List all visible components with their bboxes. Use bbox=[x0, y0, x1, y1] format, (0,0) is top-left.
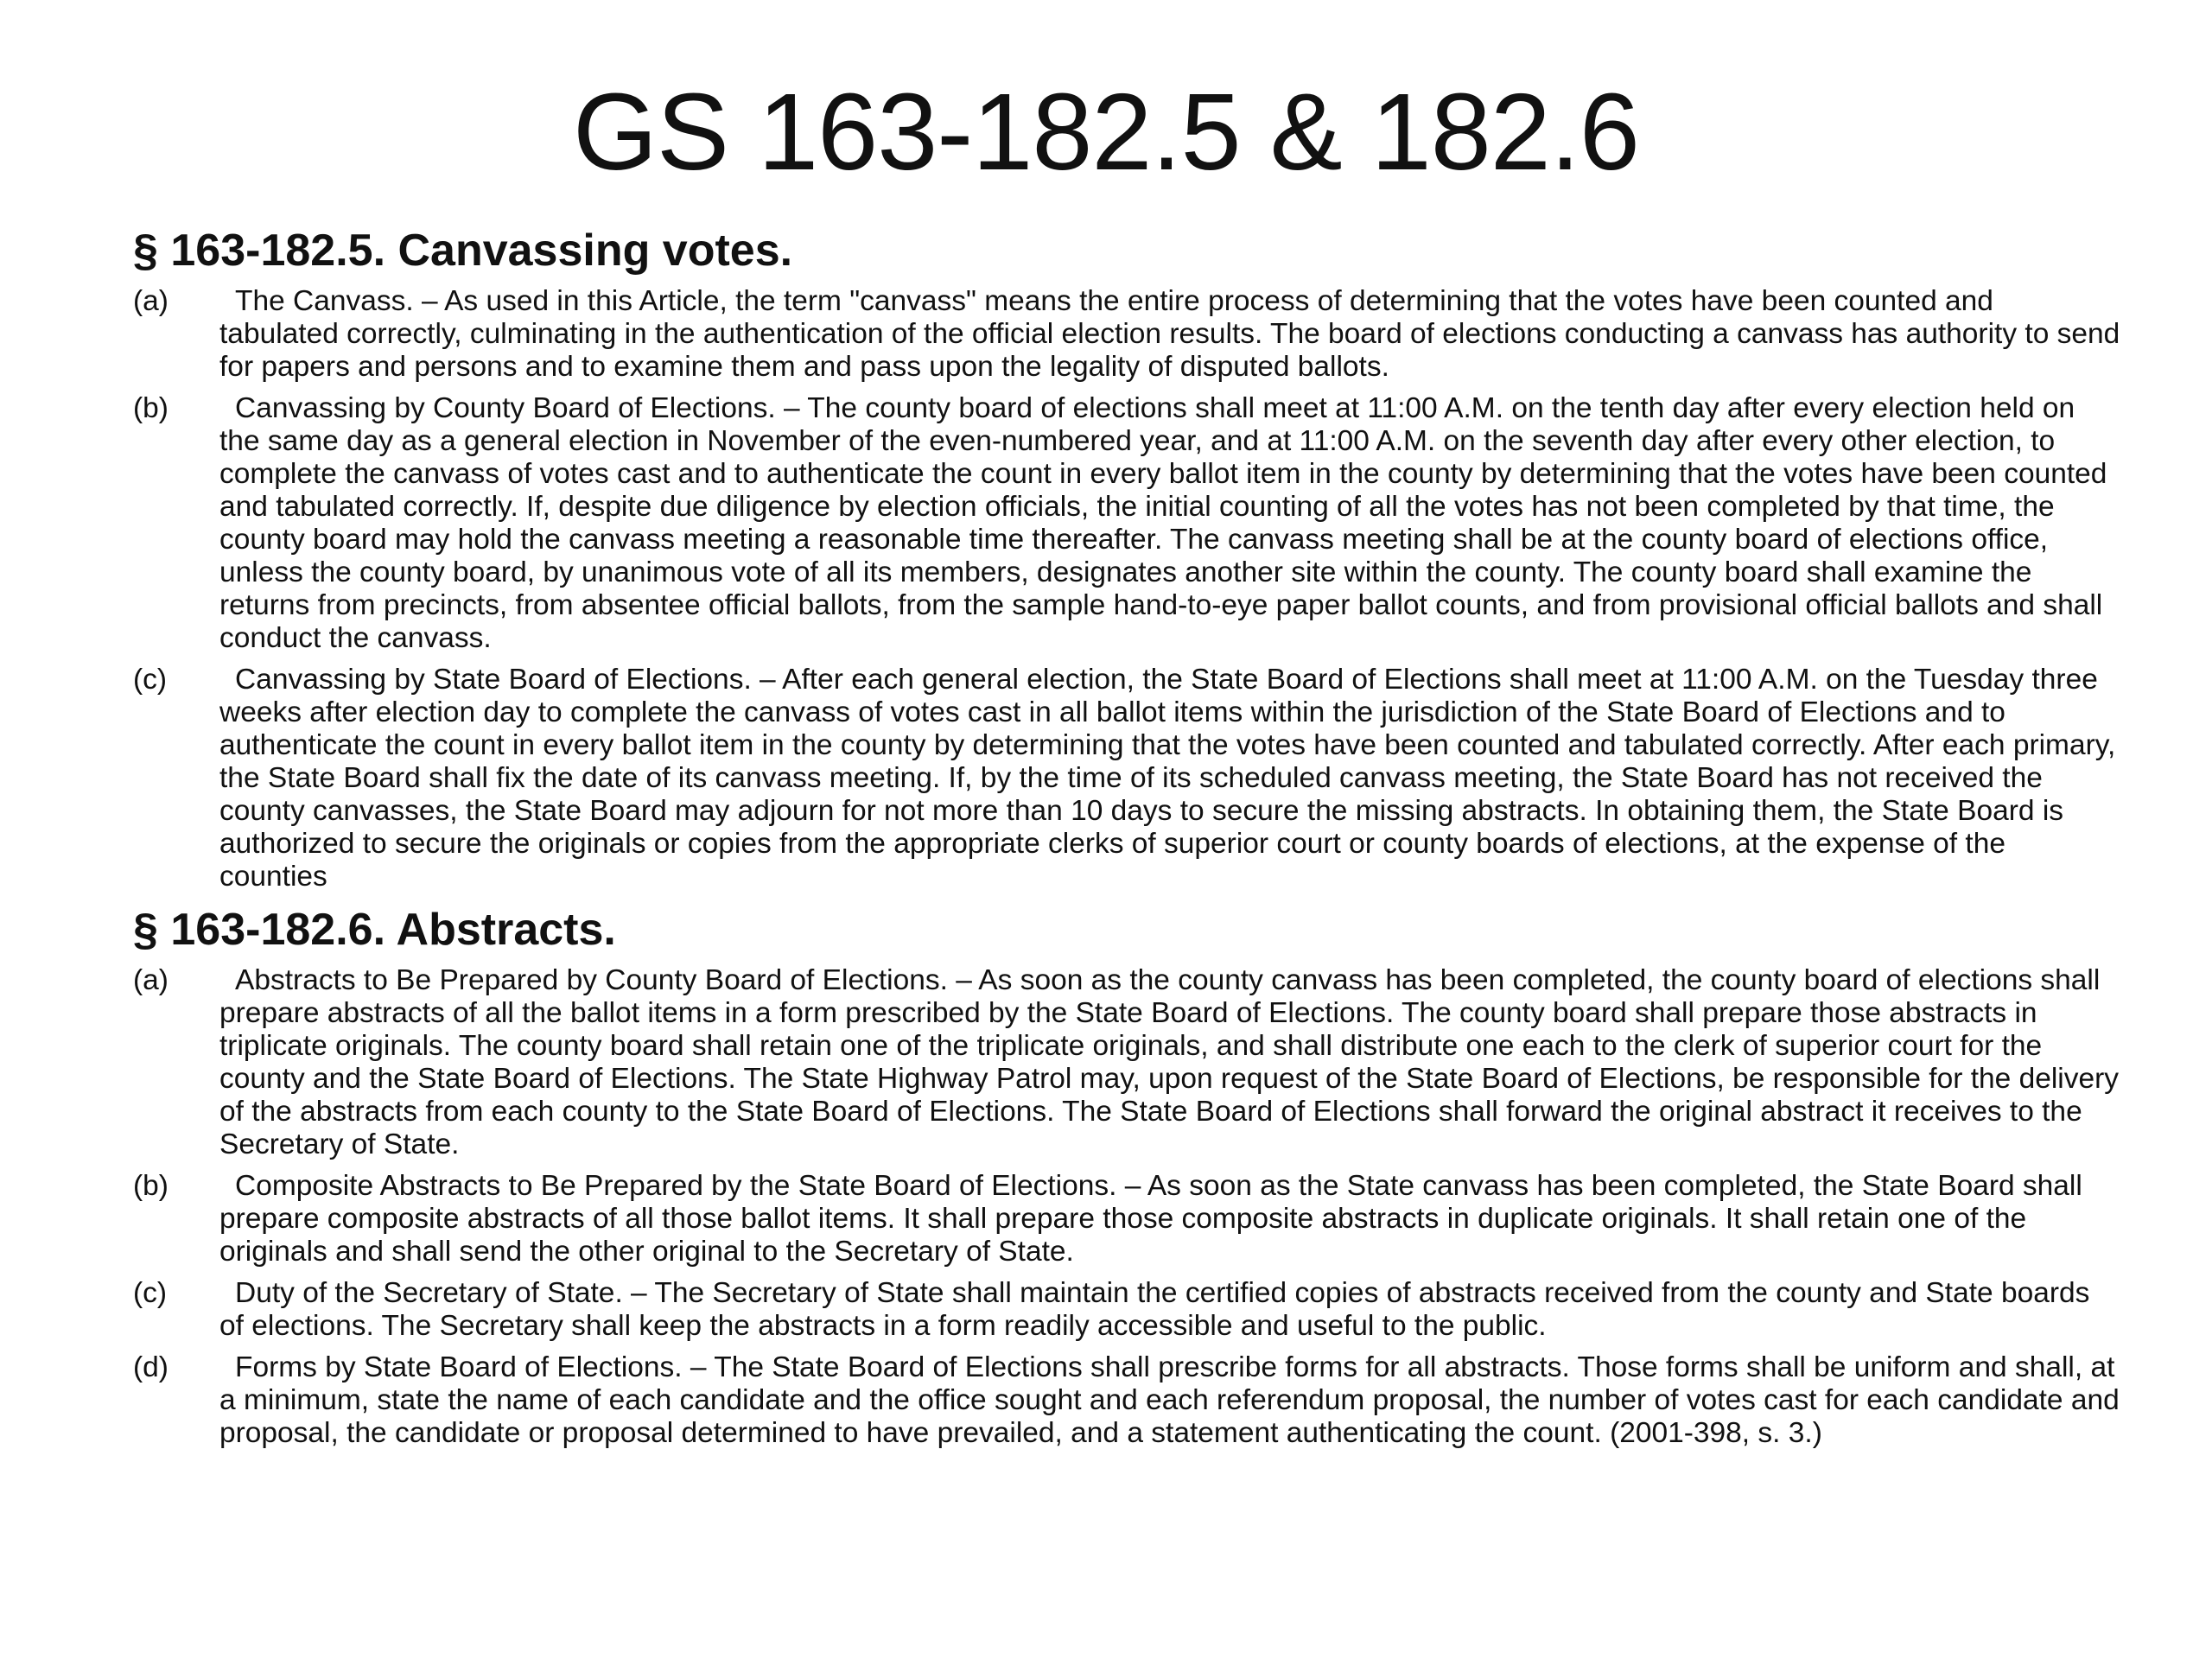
paragraph-body: The Canvass. – As used in this Article, the term "canvass" means the entire process of determining that the votes have been counted and tabulated correctly, culminating in the authentication of the official election results. The board of elections conducting a canvass has authority to send for papers and persons and to examine them and pass upon the legality of disputed ballots. bbox=[219, 285, 2120, 383]
paragraph-text bbox=[219, 392, 2120, 655]
slide-title: GS 163-182.5 & 182.6 bbox=[573, 71, 1639, 193]
paragraph-body: Forms by State Board of Elections. – The State Board of Elections shall prescribe forms for all abstracts. Those forms shall be uniform and shall, at a minimum, state the name of each candidate and the office sought and each referendum proposal, the number of votes cast for each candidate and proposal, the candidate or proposal determined to have prevailed, and a statement authenticating the count. (2001-398, s. 3.) bbox=[219, 1351, 2120, 1449]
slide-content bbox=[133, 223, 2120, 1459]
paragraph-canvass-a bbox=[133, 285, 2120, 384]
paragraph-label: (d) bbox=[133, 1351, 168, 1383]
paragraph-abstracts-a bbox=[133, 964, 2120, 1161]
paragraph-label: (a) bbox=[133, 964, 168, 996]
paragraph-text bbox=[219, 1170, 2120, 1268]
paragraph-body: Abstracts to Be Prepared by County Board of Elections. – As soon as the county canvass has been completed, the county board of elections shall prepare abstracts of all the ballot items in a form prescribed by the State Board of Elections. The county board shall prepare those abstracts in triplicate originals. The county board shall retain one of the triplicate originals, and shall distribute one each to the clerk of superior court for the county and the State Board of Elections. The State Highway Patrol may, upon request of the State Board of Elections, be responsible for the delivery of the abstracts from each county to the State Board of Elections. The State Board of Elections shall forward the original abstract it receives to the Secretary of State. bbox=[219, 964, 2120, 1160]
paragraph-label: (b) bbox=[133, 392, 168, 424]
paragraph-label: (c) bbox=[133, 1277, 168, 1309]
paragraph-abstracts-c bbox=[133, 1277, 2120, 1343]
paragraph-abstracts-b bbox=[133, 1170, 2120, 1268]
paragraph-canvass-c bbox=[133, 664, 2120, 893]
paragraph-body: Canvassing by County Board of Elections. – The county board of elections shall meet at 11:00 A.M. on the tenth day after every election held on the same day as a general election in November of the even-numbered year, and at 11:00 A.M. on the seventh day after every other election, to complete the canvass of votes cast and to authenticate the count in every ballot item in the county by determining that the votes have been counted and tabulated correctly. If, despite due diligence by election officials, the initial counting of all the votes has not been completed by that time, the county board may hold the canvass meeting a reasonable time thereafter. The canvass meeting shall be at the county board of elections office, unless the county board, by unanimous vote of all its members, designates another site within the county. The county board shall examine the returns from precincts, from absentee official ballots, from the sample hand-to-eye paper ballot counts, and from provisional official ballots and shall conduct the canvass. bbox=[219, 392, 2107, 654]
paragraph-label: (a) bbox=[133, 285, 168, 317]
paragraph-text bbox=[219, 964, 2120, 1161]
section-heading-canvassing-votes: § 163-182.5. Canvassing votes. bbox=[133, 226, 793, 276]
paragraph-label: (b) bbox=[133, 1170, 168, 1202]
paragraph-label: (c) bbox=[133, 664, 168, 696]
paragraph-text bbox=[219, 664, 2120, 893]
paragraph-body: Duty of the Secretary of State. – The Secretary of State shall maintain the certified copies of abstracts received from the county and State boards of elections. The Secretary shall keep the abstracts in a form readily accessible and useful to the public. bbox=[219, 1277, 2090, 1342]
paragraph-abstracts-d bbox=[133, 1351, 2120, 1450]
paragraph-text bbox=[219, 1351, 2120, 1450]
paragraph-text bbox=[219, 285, 2120, 384]
paragraph-canvass-b bbox=[133, 392, 2120, 655]
paragraph-text bbox=[219, 1277, 2120, 1343]
paragraph-body: Composite Abstracts to Be Prepared by the State Board of Elections. – As soon as the State canvass has been completed, the State Board shall prepare composite abstracts of all those ballot items. It shall prepare those composite abstracts in duplicate originals. It shall retain one of the originals and shall send the other original to the Secretary of State. bbox=[219, 1170, 2082, 1268]
section-heading-abstracts: § 163-182.6. Abstracts. bbox=[133, 905, 616, 955]
paragraph-body: Canvassing by State Board of Elections. – After each general election, the State Board of Elections shall meet at 11:00 A.M. on the Tuesday three weeks after election day to complete the canvass of votes cast in all ballot items within the jurisdiction of the State Board of Elections and to authenticate the count in every ballot item in the county by determining that the votes have been counted and tabulated correctly. After each primary, the State Board shall fix the date of its canvass meeting. If, by the time of its scheduled canvass meeting, the State Board has not received the county canvasses, the State Board may adjourn for not more than 10 days to secure the missing abstracts. In obtaining them, the State Board is authorized to secure the originals or copies from the appropriate clerks of superior court or county boards of elections, at the expense of the counties bbox=[219, 664, 2116, 893]
